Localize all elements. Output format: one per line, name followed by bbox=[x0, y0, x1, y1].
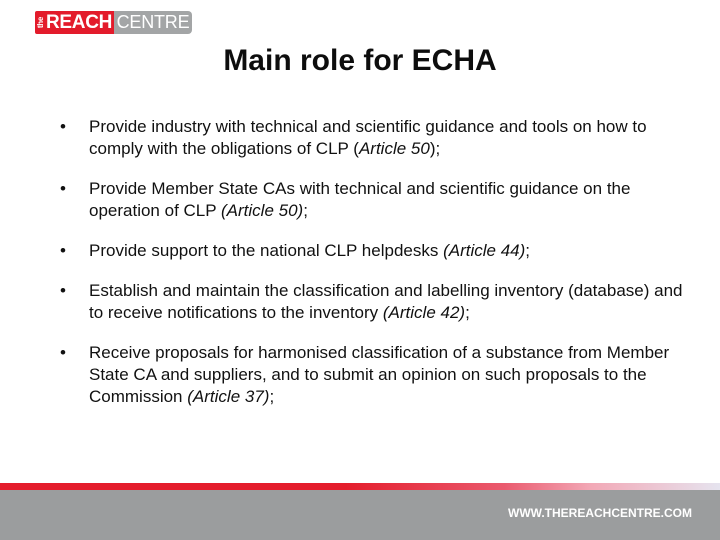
bullet-text-end: ); bbox=[429, 139, 441, 158]
slide-title: Main role for ECHA bbox=[223, 44, 497, 77]
bullet-item bbox=[60, 280, 700, 324]
bullet-text-end: ; bbox=[303, 201, 308, 220]
bullet-icon: • bbox=[60, 343, 66, 362]
bullet-list bbox=[60, 116, 700, 426]
website-url: WWW.THEREACHCENTRE.COM bbox=[508, 506, 692, 520]
article-reference: (Article 50) bbox=[221, 201, 304, 220]
bullet-item bbox=[60, 240, 700, 262]
logo-reach-text: REACH bbox=[46, 12, 113, 33]
logo-centre-text: CENTRE bbox=[116, 12, 190, 32]
bullet-item bbox=[60, 116, 700, 160]
article-reference: Article 50 bbox=[358, 139, 430, 158]
bullet-text: Establish and maintain the classification and labelling inventory (database) and to receive notifications to the inventory bbox=[89, 281, 683, 322]
bullet-item bbox=[60, 342, 700, 408]
bullet-text: Receive proposals for harmonised classification of a substance from Member State CA and suppliers, and to submit an opinion on such proposals to the Commission bbox=[89, 343, 670, 406]
footer-bar bbox=[0, 490, 720, 540]
footer-red-stripe bbox=[0, 483, 720, 490]
bullet-text: Provide support to the national CLP helpdesks bbox=[89, 241, 444, 260]
bullet-icon: • bbox=[60, 281, 66, 300]
article-reference: (Article 44) bbox=[443, 241, 526, 260]
logo-gray-block bbox=[114, 11, 192, 34]
article-reference: (Article 42) bbox=[382, 303, 466, 322]
bullet-item bbox=[60, 178, 700, 222]
bullet-text: Provide industry with technical and scientific guidance and tools on how to comply with the obligations of CLP ( bbox=[89, 117, 647, 158]
bullet-text-end: ; bbox=[525, 241, 530, 260]
bullet-text-end: ; bbox=[269, 387, 275, 406]
article-reference: (Article 37) bbox=[187, 387, 270, 406]
bullet-icon: • bbox=[60, 179, 66, 198]
bullet-icon: • bbox=[60, 117, 66, 136]
bullet-text: Provide Member State CAs with technical and scientific guidance on the operation of CLP bbox=[89, 179, 631, 220]
bullet-text-end: ; bbox=[465, 303, 470, 322]
reach-centre-logo bbox=[35, 11, 192, 34]
logo-the-text: the bbox=[36, 16, 45, 29]
logo-red-block bbox=[35, 11, 114, 34]
bullet-icon: • bbox=[60, 241, 66, 260]
